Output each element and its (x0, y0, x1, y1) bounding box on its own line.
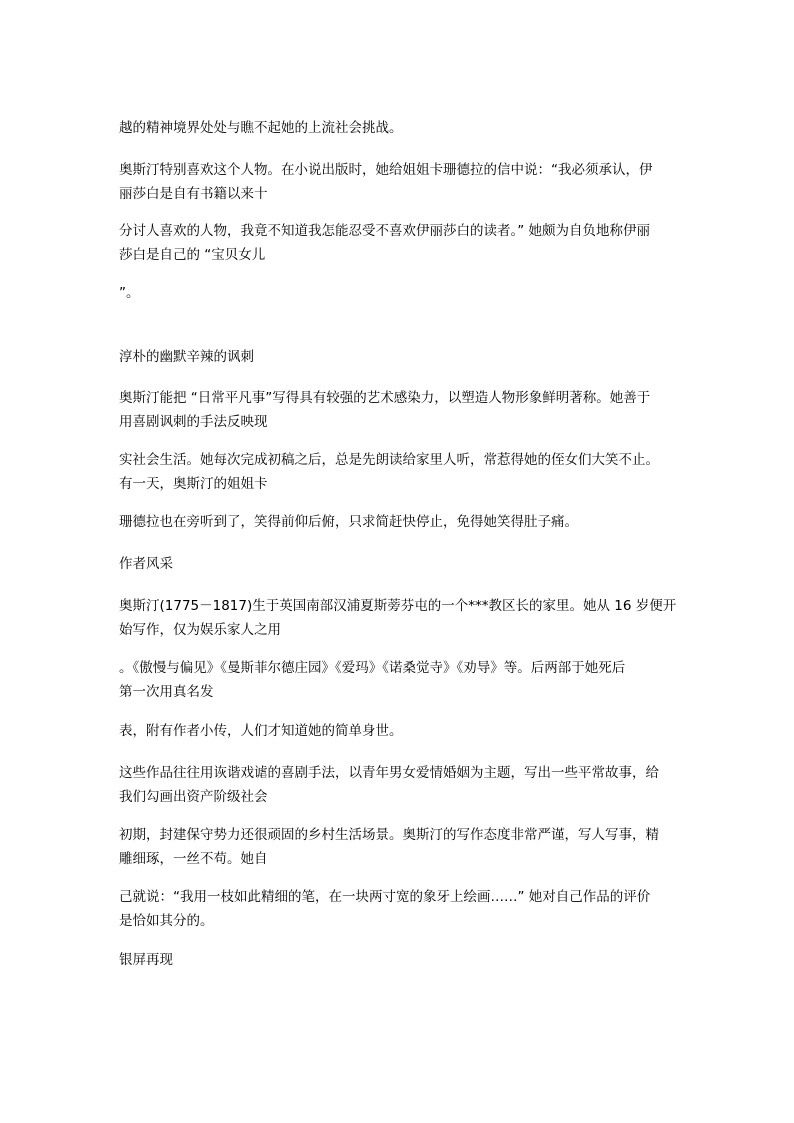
text-line: 越的精神境界处处与瞧不起她的上流社会挑战。 (119, 120, 403, 136)
section-heading (119, 552, 679, 576)
text-line: 实社会生活。她每次完成初稿之后，总是先朗读给家里人听，常惹得她的侄女们大笑不止。 (119, 452, 659, 468)
text-line: 奥斯汀(1775－1817)生于英国南部汉浦夏斯蒡芬屯的一个***教区长的家里。她从 16 岁便开 (119, 598, 677, 614)
paragraph (119, 719, 679, 743)
paragraph (119, 885, 679, 933)
text-line: 珊德拉也在旁听到了，笑得前仰后俯，只求简赶快停止，免得她笑得肚子痛。 (119, 514, 578, 530)
text-line: 己就说：“我用一枝如此精细的笔，在一块两寸宽的象牙上绘画……” 她对自己作品的评价 (119, 889, 651, 905)
section-heading (119, 948, 679, 972)
text-line: 表，附有作者小传，人们才知道她的简单身世。 (119, 723, 403, 739)
text-line: 。《傲慢与偏见》《曼斯菲尔德庄园》《爱玛》《诺桑觉寺》《劝导》等。后两部于她死后 (119, 660, 626, 676)
paragraph (119, 158, 679, 206)
paragraph (119, 761, 679, 809)
text-line: 莎白是自己的 “宝贝女儿 (119, 247, 266, 263)
text-line: 奥斯汀能把 “日常平凡事”写得具有较强的艺术感染力，以塑造人物形象鲜明著称。她善于 (119, 390, 651, 406)
paragraph (119, 594, 679, 642)
text-line: 银屏再现 (119, 952, 173, 968)
text-line: 淳朴的幽默辛辣的讽刺 (119, 349, 254, 365)
paragraph (119, 116, 679, 140)
text-line: 有一天，奥斯汀的姐姐卡 (119, 476, 268, 492)
paragraph (119, 448, 679, 496)
paragraph (119, 386, 679, 434)
paragraph (119, 510, 679, 534)
text-line: 是恰如其分的。 (119, 913, 214, 929)
text-line: 用喜剧讽刺的手法反映现 (119, 414, 268, 430)
text-line: 这些作品往往用诙谐戏谑的喜剧手法，以青年男女爱情婚姻为主题，写出一些平常故事，给 (119, 765, 659, 781)
paragraph (119, 823, 679, 871)
text-line: 初期，封建保守势力还很顽固的乡村生活场景。奥斯汀的写作态度非常严谨，写人写事，精 (119, 827, 659, 843)
paragraph (119, 281, 679, 305)
paragraph (119, 656, 679, 704)
text-line: 奥斯汀特别喜欢这个人物。在小说出版时，她给姐姐卡珊德拉的信中说：“我必须承认，伊 (119, 162, 653, 178)
text-line: 雕细琢，一丝不苟。她自 (119, 851, 268, 867)
text-line: ”。 (119, 285, 140, 301)
text-line: 分讨人喜欢的人物，我竟不知道我怎能忍受不喜欢伊丽莎白的读者。” 她颇为自负地称伊丽 (119, 223, 651, 239)
text-line: 始写作，仅为娱乐家人之用 (119, 622, 281, 638)
paragraph (119, 219, 679, 267)
text-line: 作者风采 (119, 556, 173, 572)
text-line: 我们勾画出资产阶级社会 (119, 789, 268, 805)
text-line: 第一次用真名发 (119, 684, 214, 700)
section-heading (119, 345, 679, 369)
text-line: 丽莎白是自有书籍以来十 (119, 186, 268, 202)
